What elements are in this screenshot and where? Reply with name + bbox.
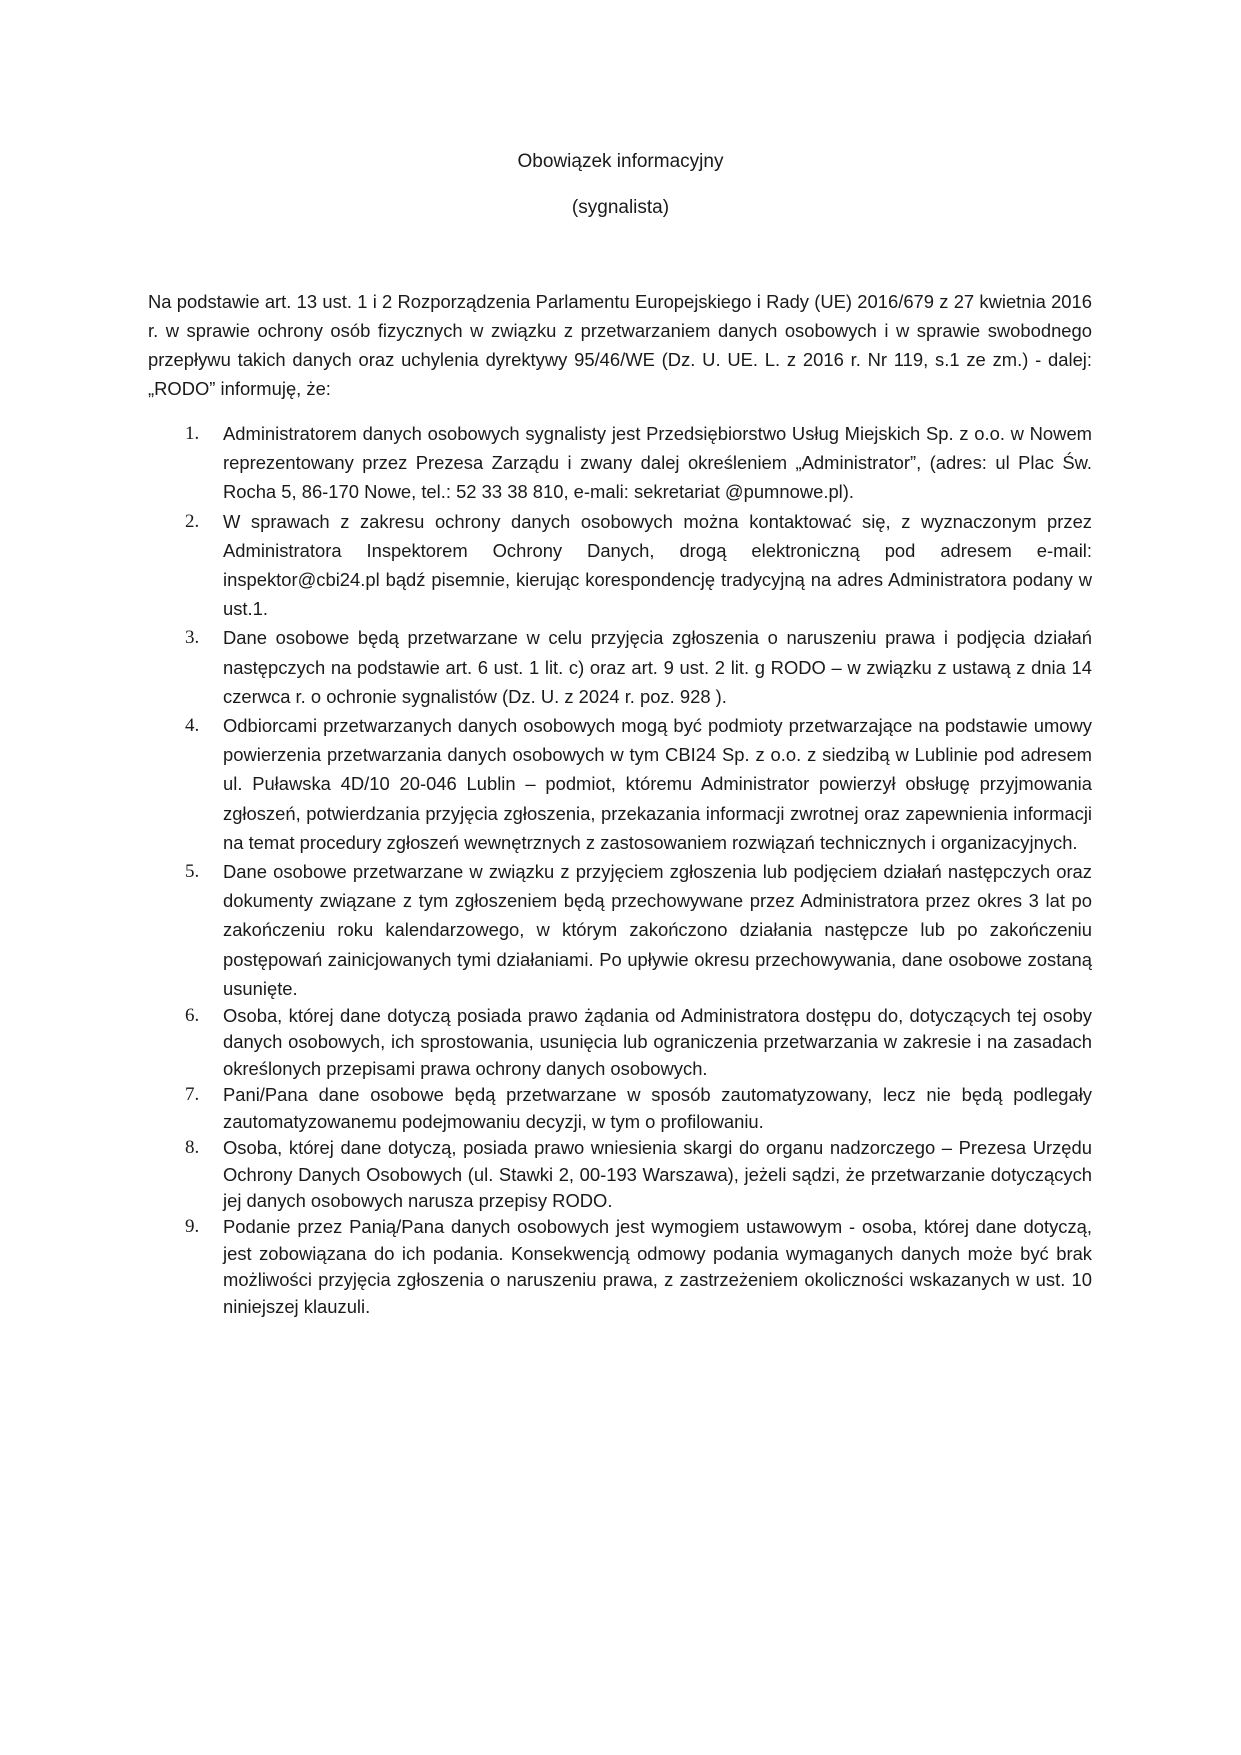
clause-list (148, 419, 1092, 1320)
list-item-number: 9. (185, 1216, 200, 1238)
list-item (148, 507, 1092, 624)
list-item-number: 5. (185, 861, 200, 883)
document-subtitle: (sygnalista) (571, 197, 670, 218)
list-item-number: 3. (185, 627, 200, 649)
list-item (148, 1003, 1092, 1082)
list-item-text: Odbiorcami przetwarzanych danych osobowych mogą być podmioty przetwarzające na podstawie umowy powierzenia przetwarzania danych osobowych w tym CBI24 Sp. z o.o. z siedzibą w Lublinie pod adresem ul. Puławska 4D/10 20-046 Lublin – podmiot, któremu Administrator powierzył obsługę przyjmowania zgłoszeń, potwierdzania przyjęcia zgłoszenia, przekazania informacji zwrotnej oraz zapewnienia informacji na temat procedury zgłoszeń wewnętrznych z zastosowaniem rozwiązań technicznych i organizacyjnych. (223, 715, 1092, 853)
list-item-number: 7. (185, 1084, 200, 1106)
list-item-text: Dane osobowe będą przetwarzane w celu przyjęcia zgłoszenia o naruszeniu prawa i podjęcia działań następczych na podstawie art. 6 ust. 1 lit. c) oraz art. 9 ust. 2 lit. g RODO – w związku z ustawą z dnia 14 czerwca r. o ochronie sygnalistów (Dz. U. z 2024 r. poz. 928 ). (223, 627, 1092, 707)
list-item-text: Pani/Pana dane osobowe będą przetwarzane w sposób zautomatyzowany, lecz nie będą podlegały zautomatyzowanemu podejmowaniu decyzji, w tym o profilowaniu. (223, 1084, 1092, 1132)
list-item-text: Dane osobowe przetwarzane w związku z przyjęciem zgłoszenia lub podjęciem działań następczych oraz dokumenty związane z tym zgłoszeniem będą przechowywane przez Administratora przez okres 3 lat po zakończeniu roku kalendarzowego, w którym zakończono działania następcze lub po zakończeniu postępowań zainicjowanych tymi działaniami. Po upływie okresu przechowywania, dane osobowe zostaną usunięte. (223, 861, 1092, 999)
list-item (148, 1082, 1092, 1135)
list-item (148, 711, 1092, 857)
list-item-number: 2. (185, 510, 200, 532)
list-item (148, 1214, 1092, 1320)
list-item (148, 1135, 1092, 1214)
list-item-number: 6. (185, 1005, 200, 1027)
list-item-text: Administratorem danych osobowych sygnalisty jest Przedsiębiorstwo Usług Miejskich Sp. z o.o. w Nowem reprezentowany przez Prezesa Zarządu i zwany dalej określeniem „Administrator”, (adres: ul Plac Św. Rocha 5, 86-170 Nowe, tel.: 52 33 38 810, e-mali: sekretariat @pumnowe.pl). (223, 423, 1092, 503)
list-item-text: W sprawach z zakresu ochrony danych osobowych można kontaktować się, z wyznaczonym przez Administratora Inspektorem Ochrony Danych, drogą elektroniczną pod adresem e-mail: inspektor@cbi24.pl bądź pisemnie, kierując korespondencję tradycyjną na adres Administratora podany w ust.1. (223, 510, 1092, 620)
list-item-text: Podanie przez Panią/Pana danych osobowych jest wymogiem ustawowym - osoba, której dane dotyczą, jest zobowiązana do ich podania. Konsekwencją odmowy podania wymaganych danych może być brak możliwości przyjęcia zgłoszenia o naruszeniu prawa, z zastrzeżeniem okoliczności wskazanych w ust. 10 niniejszej klauzuli. (223, 1216, 1092, 1317)
list-item-text: Osoba, której dane dotyczą, posiada prawo wniesienia skargi do organu nadzorczego – Prezesa Urzędu Ochrony Danych Osobowych (ul. Stawki 2, 00-193 Warszawa), jeżeli sądzi, że przetwarzanie dotyczących jej danych osobowych narusza przepisy RODO. (223, 1137, 1092, 1211)
intro-paragraph: Na podstawie art. 13 ust. 1 i 2 Rozporządzenia Parlamentu Europejskiego i Rady (UE) 2016/679 z 27 kwietnia 2016 r. w sprawie ochrony osób fizycznych w związku z przetwarzaniem danych osobowych i w sprawie swobodnego przepływu takich danych oraz uchylenia dyrektywy 95/46/WE (Dz. U. UE. L. z 2016 r. Nr 119, s.1 ze zm.) - dalej: „RODO” informuję, że: (148, 291, 1092, 399)
list-item-number: 4. (185, 715, 200, 737)
list-item (148, 419, 1092, 507)
list-item-number: 1. (185, 423, 200, 444)
document-title: Obowiązek informacyjny (517, 151, 724, 172)
list-item-text: Osoba, której dane dotyczą posiada prawo żądania od Administratora dostępu do, dotyczących tej osoby danych osobowych, ich sprostowania, usunięcia lub ograniczenia przetwarzania w zakresie i na zasadach określonych przepisami prawa ochrony danych osobowych. (223, 1005, 1092, 1079)
list-item (148, 857, 1092, 1003)
list-item-number: 8. (185, 1137, 200, 1159)
list-item (148, 623, 1092, 711)
